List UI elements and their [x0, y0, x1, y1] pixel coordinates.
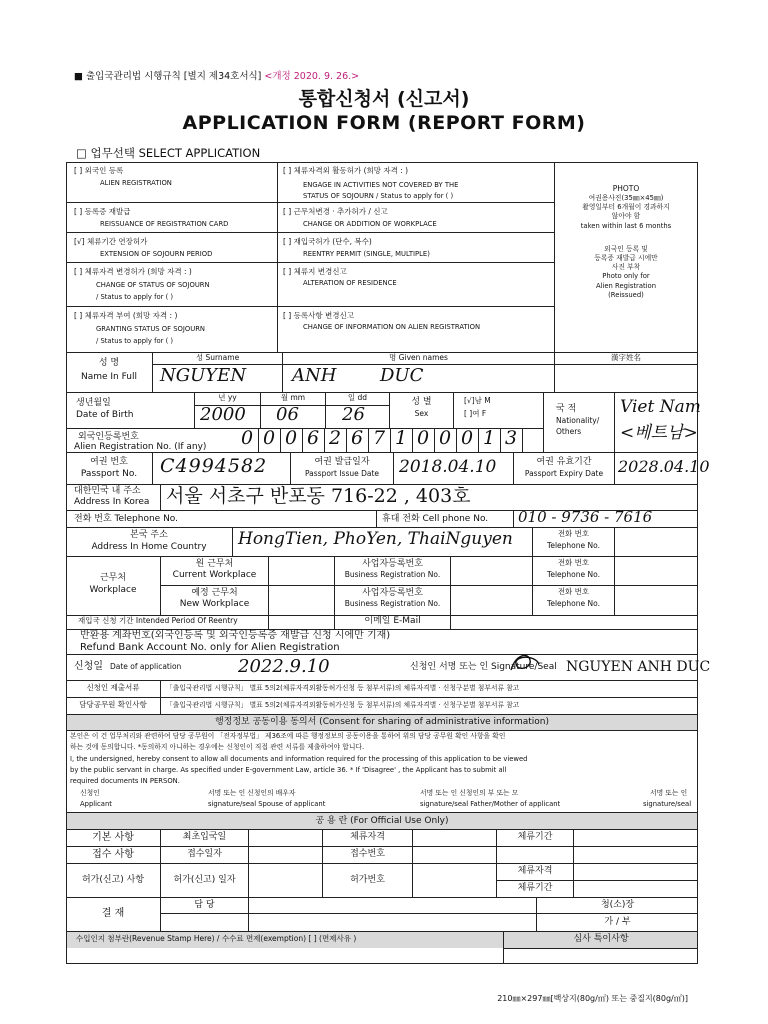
name-label-ko: 성 명 — [98, 358, 120, 368]
option-extra-activities[interactable]: [ ] 체류자격외 활동허가 (희망 자격 : ) — [283, 166, 409, 175]
photo-text: taken within last 6 months — [580, 221, 672, 230]
official-decision-label: 결 재 — [101, 908, 125, 920]
official-chief-label: 청(소)장 — [600, 899, 635, 910]
alien-no-digit: 0 — [262, 427, 276, 449]
current-workplace-label-en: Current Workplace — [172, 570, 257, 580]
consent-spouse-label-en: signature/seal Spouse of applicant — [208, 800, 326, 808]
consent-parent-label: 서명 또는 인 신청인의 부 또는 모 — [420, 789, 519, 797]
alien-no-digit: 2 — [328, 427, 342, 449]
passport-no-label-ko: 여권 번호 — [90, 457, 128, 467]
passport-issue-value[interactable]: 2018.04.10 — [399, 457, 497, 477]
consent-applicant-label: 신청인 — [80, 789, 100, 797]
alien-no-digit: 0 — [460, 427, 474, 449]
official-period-label: 체류기간 — [517, 832, 553, 843]
name-label-en: Name In Full — [80, 372, 138, 382]
passport-no-value[interactable]: C4994582 — [160, 455, 268, 477]
alien-no-digit: 6 — [306, 427, 320, 449]
consent-text-ko: 본인은 이 건 업무처리와 관련하여 담당 공무원이 「전자정부법」 제36조에 따른 행정정보의 공동이용을 통하여 위의 담당 공무원 확인 사항을 확인 — [70, 732, 506, 740]
official-charge-label: 담 당 — [194, 899, 215, 910]
official-basic-label: 기본 사항 — [92, 831, 134, 843]
hanja-name-label: 漢字姓名 — [611, 353, 641, 362]
title-korean: 통합신청서 (신고서) — [298, 88, 470, 110]
workplace-tel-label-ko: 전화 번호 — [557, 587, 590, 596]
signature-name-value[interactable]: NGUYEN ANH DUC — [566, 659, 711, 675]
photo-text: 사진 부착 — [611, 263, 641, 272]
given-names-label: 명 Given names — [389, 353, 448, 362]
passport-expiry-label-en: Passport Expiry Date — [524, 469, 604, 478]
home-address-label-en: Address In Home Country — [91, 542, 207, 552]
option-label: / Status to apply for ( ) — [96, 293, 174, 301]
alien-no-digit: 6 — [350, 427, 364, 449]
surname-label: 성 Surname — [195, 353, 240, 362]
workplace-label-en: Workplace — [89, 585, 137, 595]
surname-value[interactable]: NGUYEN — [160, 365, 247, 386]
home-tel-label-ko: 전화 번호 — [557, 529, 590, 538]
alien-no-digit: 1 — [482, 427, 496, 449]
business-reg-label-ko: 사업자등록번호 — [362, 588, 423, 598]
option-workplace-change[interactable]: [ ] 근무처변경 · 추가허가 / 신고 — [283, 207, 388, 216]
birth-day-value[interactable]: 26 — [342, 404, 365, 425]
new-workplace-label-ko: 예정 근무처 — [191, 588, 238, 598]
consent-applicant-label-en: Applicant — [80, 800, 112, 808]
title-english: APPLICATION FORM (REPORT FORM) — [182, 112, 586, 134]
signature-label: 신청인 서명 또는 인 Signature/Seal — [410, 662, 557, 672]
option-label: GRANTING STATUS OF SOJOURN — [96, 325, 205, 333]
option-extension-checked[interactable]: [√] 체류기간 연장허가 — [74, 237, 148, 246]
alien-no-digit: 1 — [394, 427, 408, 449]
home-tel-label-en: Telephone No. — [547, 541, 600, 550]
workplace-tel-label-en: Telephone No. — [547, 599, 600, 608]
official-receipt-date-label: 접수일자 — [187, 849, 222, 860]
option-label: ALTERATION OF RESIDENCE — [303, 279, 397, 287]
official-period2-label: 체류기간 — [517, 883, 553, 894]
official-approval-label: 가 / 부 — [604, 916, 631, 927]
application-date-label-ko: 신청일 — [74, 661, 103, 672]
cell-phone-label: 휴대 전화 Cell phone No. — [382, 514, 489, 524]
option-label: REISSUANCE OF REGISTRATION CARD — [100, 220, 229, 228]
option-label: ALIEN REGISTRATION — [100, 179, 172, 187]
alien-no-digit: 0 — [438, 427, 452, 449]
alien-no-digit: 0 — [284, 427, 298, 449]
option-label: CHANGE OR ADDITION OF WORKPLACE — [303, 220, 437, 228]
official-status2-label: 체류자격 — [517, 866, 553, 877]
nationality-ko-value[interactable]: <베트남> — [620, 423, 698, 443]
nationality-label-en: Nationality/ — [556, 416, 600, 425]
new-workplace-label-en: New Workplace — [179, 599, 250, 609]
option-granting-status[interactable]: [ ] 체류자격 부여 (희망 자격 : ) — [74, 311, 178, 320]
passport-no-label-en: Passport No. — [80, 469, 138, 479]
sex-label-ko: 성 별 — [411, 397, 432, 407]
option-label: STATUS OF SOJOURN / Status to apply for ( ) — [303, 192, 454, 200]
home-address-value[interactable]: HongTien, PhoYen, ThaiNguyen — [238, 529, 513, 549]
photo-title: PHOTO — [612, 184, 640, 193]
revenue-stamp-label: 수입인지 첨부란(Revenue Stamp Here) / 수수료 면제(exemption) [ ] (면제사유 ) — [76, 934, 357, 943]
official-use-title: 공 용 란 (For Official Use Only) — [315, 816, 449, 826]
option-label: CHANGE OF INFORMATION ON ALIEN REGISTRATION — [303, 323, 481, 331]
official-permit-date-label: 허가(신고) 일자 — [173, 874, 236, 885]
passport-expiry-label-ko: 여권 유효기간 — [536, 457, 592, 467]
birth-year-value[interactable]: 2000 — [200, 404, 246, 425]
officer-check-label: 담당공무원 확인사항 — [79, 700, 147, 709]
special-notes-label: 심사 특이사항 — [573, 934, 629, 944]
option-reissuance[interactable]: [ ] 등록증 재발급 — [74, 207, 131, 216]
address-korea-value[interactable]: 서울 서초구 반포동 716-22 , 403호 — [166, 485, 471, 507]
photo-text: (Reissued) — [608, 290, 644, 299]
consent-text-en: required documents IN PERSON. — [70, 777, 180, 785]
photo-text: Photo only for — [602, 272, 650, 281]
official-receipt-no-label: 접수번호 — [350, 849, 385, 860]
business-reg-label-en: Business Registration No. — [344, 599, 441, 608]
option-info-change[interactable]: [ ] 등록사항 변경신고 — [283, 311, 354, 320]
year-label: 년 yy — [218, 393, 237, 402]
given-name-value[interactable]: ANH — [292, 365, 337, 386]
photo-text: 등록증 재발급 시에만 — [594, 253, 658, 262]
official-status-label: 체류자격 — [350, 832, 385, 843]
workplace-tel-label-en: Telephone No. — [547, 570, 600, 579]
revision-text: <개정 2020. 9. 26.> — [264, 71, 360, 82]
photo-text: Alien Registration — [595, 281, 657, 290]
consent-signature-label-en: signature/seal — [643, 800, 692, 808]
paper-spec-footer: 210㎜×297㎜[백상지(80g/㎡) 또는 중질지(80g/㎡)] — [497, 994, 688, 1003]
consent-parent-label-en: signature/seal Father/Mother of applicant — [420, 800, 561, 808]
application-date-value[interactable]: 2022.9.10 — [238, 656, 330, 677]
nationality-value[interactable]: Viet Nam — [620, 397, 701, 417]
option-status-change[interactable]: [ ] 체류자격 변경허가 (희망 자격 : ) — [74, 267, 192, 276]
photo-text: 촬영일부터 6개월이 경과하지 — [582, 203, 670, 212]
alien-no-label-ko: 외국인등록번호 — [78, 432, 139, 442]
applicant-docs-label: 신청인 제출서류 — [86, 683, 140, 692]
application-date-label-en: Date of application — [110, 662, 182, 671]
official-receipt-label: 접수 사항 — [92, 848, 134, 860]
consent-title: 행정정보 공동이용 동의서 (Consent for sharing of administrative information) — [214, 717, 550, 727]
business-reg-label-en: Business Registration No. — [344, 570, 441, 579]
alien-no-digit: 0 — [416, 427, 430, 449]
nationality-label-others: Others — [556, 427, 582, 436]
day-label: 일 dd — [347, 393, 368, 402]
official-permit-label: 허가(신고) 사항 — [81, 874, 145, 885]
address-korea-label-en: Address In Korea — [74, 497, 150, 507]
birth-month-value[interactable]: 06 — [276, 404, 299, 425]
month-label: 월 mm — [280, 393, 306, 402]
official-permit-no-label: 허가번호 — [350, 874, 385, 885]
alien-no-label-en: Alien Registration No. (If any) — [74, 442, 207, 452]
photo-text: 않아야 함 — [611, 212, 641, 221]
form-header — [74, 72, 359, 83]
option-alien-registration[interactable]: [ ] 외국인 등록 — [74, 166, 124, 175]
option-residence-alteration[interactable]: [ ] 체류지 변경신고 — [283, 267, 347, 276]
telephone-label: 전화 번호 Telephone No. — [74, 514, 179, 524]
refund-account-label-en: Refund Bank Account No. only for Alien Registration — [80, 642, 340, 653]
workplace-tel-label-ko: 전화 번호 — [557, 558, 590, 567]
alien-no-digit: 0 — [240, 427, 254, 449]
birth-label-en: Date of Birth — [76, 410, 134, 420]
alien-no-digit: 3 — [504, 427, 518, 449]
home-address-label-ko: 본국 주소 — [130, 530, 168, 540]
photo-text: 여권용사진(35㎜×45㎜) — [588, 194, 664, 203]
regulation-text: ■ 출입국관리법 시행규칙 [별지 제34호서식] — [74, 71, 262, 82]
alien-no-boxes[interactable] — [236, 428, 544, 452]
officer-check-text: 「출입국관리법 시행규칙」 별표 5의2(체류자격외활동허가신청 등 첨부서류)의 체류자격별 · 신청구분별 첨부서류 참고 — [166, 701, 520, 709]
option-label: REENTRY PERMIT (SINGLE, MULTIPLE) — [303, 250, 430, 258]
birth-label-ko: 생년월일 — [76, 398, 111, 408]
nationality-label-ko: 국 적 — [556, 404, 577, 414]
option-label: / Status to apply for ( ) — [96, 337, 174, 345]
reentry-period-label: 재입국 신청 기간 Intended Period Of Reentry — [78, 616, 238, 625]
address-korea-label-ko: 대한민국 내 주소 — [74, 486, 141, 496]
sex-male-checkbox[interactable]: [√]남 M — [464, 396, 491, 405]
passport-issue-label-en: Passport Issue Date — [304, 469, 380, 478]
workplace-label-ko: 근무처 — [99, 573, 127, 583]
consent-text-en: I, the undersigned, hereby consent to allow all documents and information required for the processing of this application to be viewed — [70, 755, 528, 763]
option-label: CHANGE OF STATUS OF SOJOURN — [96, 281, 210, 289]
given-name-value[interactable]: DUC — [380, 365, 424, 386]
applicant-docs-text: 「출입국관리법 시행규칙」 별표 5의2(체류자격외활동허가신청 등 첨부서류)의 체류자격별 · 신청구분별 첨부서류 참고 — [166, 684, 520, 692]
consent-text-ko: 하는 것에 동의합니다. *동의하지 아니하는 경우에는 신청인이 직접 관련 서류를 제출하여야 합니다. — [70, 743, 365, 751]
passport-expiry-value[interactable]: 2028.04.10 — [618, 457, 710, 476]
option-label: EXTENSION OF SOJOURN PERIOD — [100, 250, 213, 258]
email-label: 이메일 E-Mail — [364, 616, 421, 626]
sex-female-checkbox[interactable]: [ ]여 F — [464, 409, 487, 418]
refund-account-label-ko: 반환용 계좌번호(외국인등록 및 외국인등록증 재발급 신청 시에만 기재) — [80, 630, 391, 641]
option-reentry-permit[interactable]: [ ] 재입국허가 (단수, 복수) — [283, 237, 372, 246]
official-first-entry-label: 최초입국일 — [182, 832, 227, 843]
photo-placeholder[interactable] — [555, 178, 697, 300]
sex-label-en: Sex — [414, 409, 429, 418]
current-workplace-label-ko: 원 근무처 — [195, 559, 234, 569]
signature-scribble[interactable] — [508, 650, 542, 676]
consent-spouse-label: 서명 또는 인 신청인의 배우자 — [208, 789, 296, 797]
passport-issue-label-ko: 여권 발급일자 — [314, 457, 370, 467]
cell-phone-value[interactable]: 010 - 9736 - 7616 — [518, 508, 653, 526]
select-application: □ 업무선택 SELECT APPLICATION — [76, 146, 261, 160]
photo-text: 외국인 등록 및 — [604, 244, 648, 253]
alien-no-digit: 7 — [372, 427, 386, 449]
business-reg-label-ko: 사업자등록번호 — [362, 559, 423, 569]
consent-text-en: by the public servant in charge. As specified under E-government Law, article 36. * If 'Disagree' , the Applicant has to submit all — [70, 766, 507, 774]
consent-signature-label: 서명 또는 인 — [650, 789, 688, 797]
option-label: ENGAGE IN ACTIVITIES NOT COVERED BY THE — [303, 181, 459, 189]
